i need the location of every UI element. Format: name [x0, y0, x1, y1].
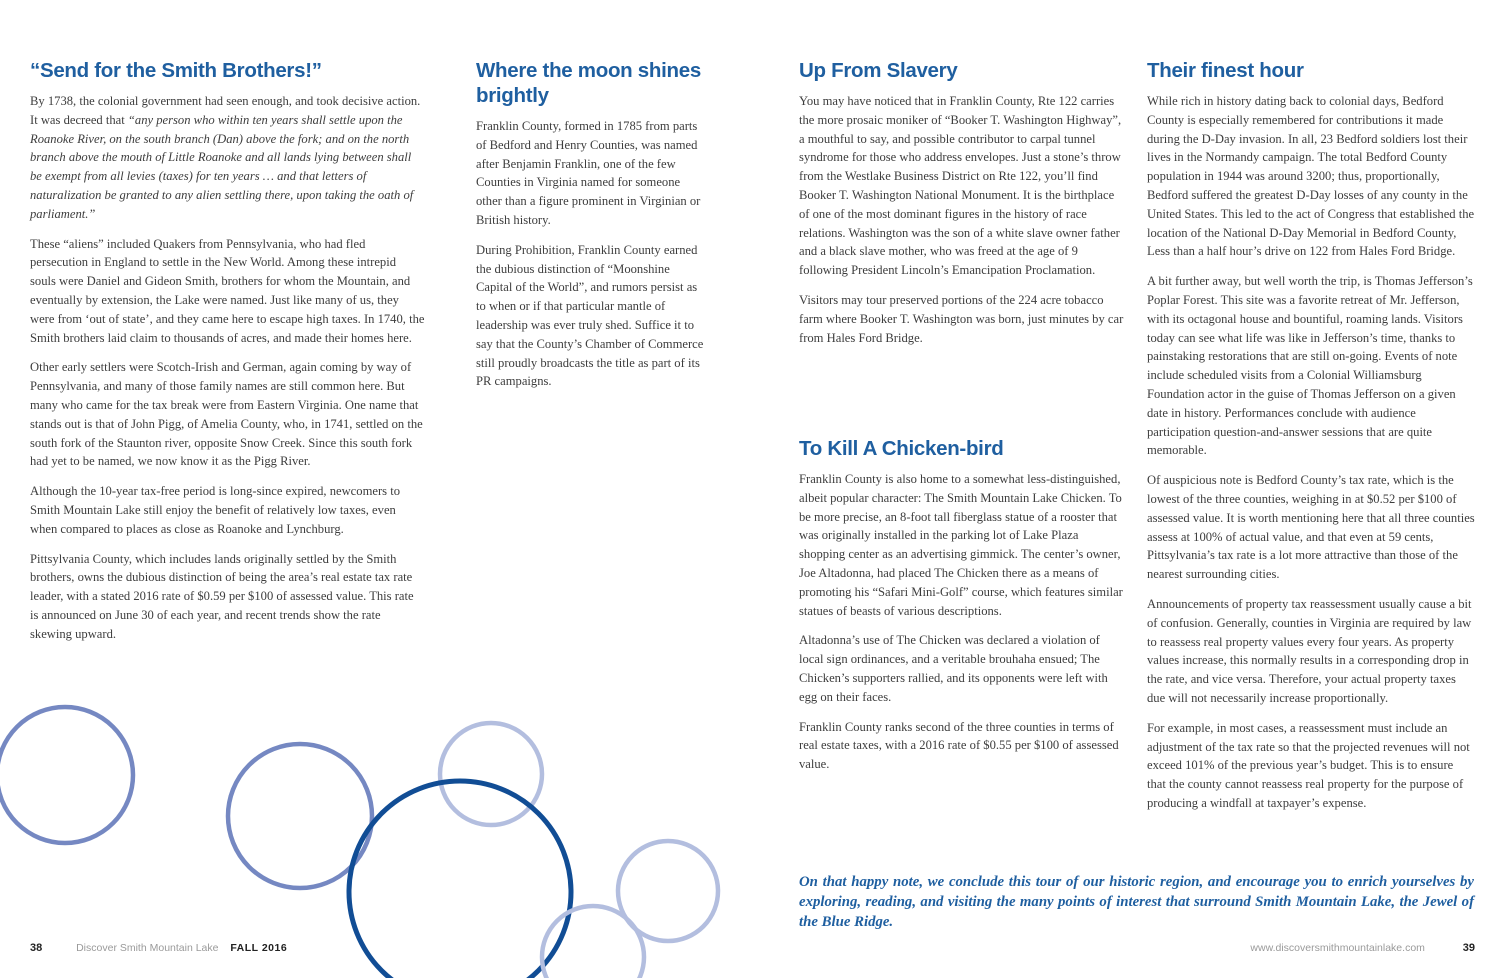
paragraph-lead: By 1738, the colonial government had seen enough, and took decisive action. It was decreed that — [30, 94, 421, 127]
paragraph: Franklin County ranks second of the three counties in terms of real estate taxes, with a 2016 rate of $0.55 per $100 of assessed value. — [799, 719, 1119, 772]
decree-quote: “any person who within ten years shall settle upon the Roanoke River, on the south branch (Dan) above the fork; and on the north branch above the mouth of Little Roanoke and all lands lying between shall be exempt from all levies (taxes) for ten years … and that letters of naturalization be granted to any alien settling there, upon taking the oath of parliament.” — [30, 112, 414, 221]
column-finest-hour — [1147, 58, 1475, 824]
paragraph: These “aliens” included Quakers from Pennsylvania, who had fled persecution in England to settle in the New World. Among these intrepid souls were Daniel and Gideon Smith, brothers for whom the Mountain, and eventually by extension, the Lake were named. Just like many of us, they were from ‘out of state’, and they came here to escape high taxes. In 1740, the Smith brothers laid claim to thousands of acres, and made their homes here. — [30, 236, 425, 345]
column-up-from-slavery — [799, 58, 1124, 358]
column-send-for-smith-brothers — [30, 58, 425, 655]
paragraph: Franklin County, formed in 1785 from parts of Bedford and Henry Counties, was named after Benjamin Franklin, one of the few Counties in Virginia named for someone other than a figure prominent in Virginian or British history. — [476, 119, 701, 227]
circle-bottom — [542, 906, 644, 978]
closing-statement: On that happy note, we conclude this tour of our historic region, and encourage you to enrich yourselves by exploring, reading, and visiting the many points of interest that surround Smith Mountain Lake, the Jewel of the Blue Ridge. — [799, 874, 1474, 930]
footer-left — [30, 942, 287, 954]
paragraph — [30, 92, 425, 224]
paragraph: Of auspicious note is Bedford County’s tax rate, which is the lowest of the three counties, weighing in at $0.52 per $100 of assessed value. It is worth mentioning here that all three counties assess at 100% of actual value, and that even at 59 cents, Pittsylvania’s tax rate is a lot more attractive than those of the nearest surrounding cities. — [1147, 473, 1475, 582]
section-heading: Where the moon shines brightly — [476, 59, 701, 107]
magazine-name: Discover Smith Mountain Lake — [76, 942, 219, 954]
circle-mid — [228, 744, 372, 888]
section-heading: Up From Slavery — [799, 59, 958, 82]
column-kill-a-chicken-bird — [799, 436, 1124, 785]
paragraph: Other early settlers were Scotch-Irish and German, again coming by way of Pennsylvania, and many of those family names are still common here. But many who came for the tax break were from Eastern Virginia. One name that stands out is that of John Pigg, of Amelia County, who, in 1741, settled on the south fork of the Staunton river, opposite Snow Creek. Since this south fork had yet to be named, we now know it as the Pigg River. — [30, 360, 423, 469]
column-moon-shines — [476, 58, 706, 402]
paragraph: Announcements of property tax reassessment usually cause a bit of confusion. Generally, counties in Virginia are required by law to reassess real property values every four years. As property values increase, this normally results in a corresponding drop in the rate, and vice versa. Therefore, your actual property taxes due will not necessarily increase proportionally. — [1147, 596, 1472, 705]
paragraph: A bit further away, but well worth the trip, is Thomas Jefferson’s Poplar Forest. This site was a favorite retreat of Mr. Jefferson, with its octagonal house and bountiful, roaming lands. Visitors today can see what life was like in Jefferson’s time, thanks to painstaking restorations that are still on-going. Events of note include scheduled visits from a Colonial Williamsburg Foundation actor in the guise of Thomas Jefferson on a given date in history. Performances conclude with audience participation question-and-answer sessions that are quite memorable. — [1147, 274, 1473, 458]
paragraph: For example, in most cases, a reassessment must include an adjustment of the tax rate so that the projected revenues will not exceed 101% of the previous year’s budget. This is to ensure that the county cannot reassess real property for the purpose of producing a windfall at taxpayer’s expense. — [1147, 720, 1470, 810]
paragraph: Pittsylvania County, which includes lands originally settled by the Smith brothers, owns the dubious distinction of being the area’s real estate tax rate leader, with a stated 2016 rate of $0.59 per $100 of assessed value. This rate is announced on June 30 of each year, and recent trends show the rate skewing upward. — [30, 551, 414, 641]
page-number-right: 39 — [1462, 942, 1475, 954]
section-heading: To Kill A Chicken-bird — [799, 437, 1004, 460]
paragraph: During Prohibition, Franklin County earned the dubious distinction of “Moonshine Capital of the World”, and rumors persist as to when or if that particular mantle of leadership was ever truly shed. Suffice it to say that the County’s Chamber of Commerce still proudly broadcasts the title as part of its PR campaigns. — [476, 242, 704, 389]
paragraph: You may have noticed that in Franklin County, Rte 122 carries the more prosaic moniker of “Booker T. Washington Highway”, a mouthful to say, and possible contributor to carpal tunnel syndrome for those who address envelopes. Just a stone’s throw from the Westlake Business District on Rte 122, you’ll find Booker T. Washington National Monument. It is the birthplace of one of the most dominant figures in the history of race relations. Washington was the son of a white slave owner father and a black slave mother, who was freed at the age of 9 following President Lincoln’s Emancipation Proclamation. — [799, 94, 1122, 278]
section-heading: “Send for the Smith Brothers!” — [30, 59, 322, 82]
circle-small-top — [440, 723, 542, 825]
paragraph: Altadonna’s use of The Chicken was declared a violation of local sign ordinances, and a veritable brouhaha ensued; The Chicken’s supporters rallied, and its opponents were left with egg on their faces. — [799, 633, 1108, 704]
circle-right — [618, 841, 718, 941]
paragraph: Visitors may tour preserved portions of the 224 acre tobacco farm where Booker T. Washington was born, just minutes by car from Hales Ford Bridge. — [799, 292, 1124, 345]
section-heading: Their finest hour — [1147, 59, 1304, 82]
circle-left — [0, 707, 133, 843]
footer-right — [1250, 942, 1475, 954]
website-url: www.discoversmithmountainlake.com — [1250, 942, 1425, 954]
paragraph: Although the 10-year tax-free period is long-since expired, newcomers to Smith Mountain Lake still enjoy the benefit of relatively low taxes, even when compared to places as close as Roanoke and Lynchburg. — [30, 484, 400, 536]
circle-large-dark — [349, 781, 571, 978]
paragraph: While rich in history dating back to colonial days, Bedford County is especially remembered for contributions it made during the D-Day invasion. In all, 23 Bedford soldiers lost their lives in the Normandy campaign. The total Bedford County population in 1944 was around 3200; thus, proportionally, Bedford suffered the greatest D-Day losses of any county in the United States. This led to the act of Congress that established the location of the National D-Day Memorial in Bedford County, Less than a half hour’s drive on 122 from Hales Ford Bridge. — [1147, 94, 1475, 259]
issue-season: FALL 2016 — [230, 942, 288, 954]
paragraph: Franklin County is also home to a somewhat less-distinguished, albeit popular character: The Smith Mountain Lake Chicken. To be more precise, an 8-foot tall fiberglass statue of a rooster that was originally installed in the parking lot of Lake Plaza shopping center as an advertising gimmick. The center’s owner, Joe Altadonna, had placed The Chicken there as a means of promoting his “Safari Mini-Golf” course, which features similar statues of beasts of various descriptions. — [799, 472, 1123, 618]
page-number-left: 38 — [30, 942, 43, 954]
